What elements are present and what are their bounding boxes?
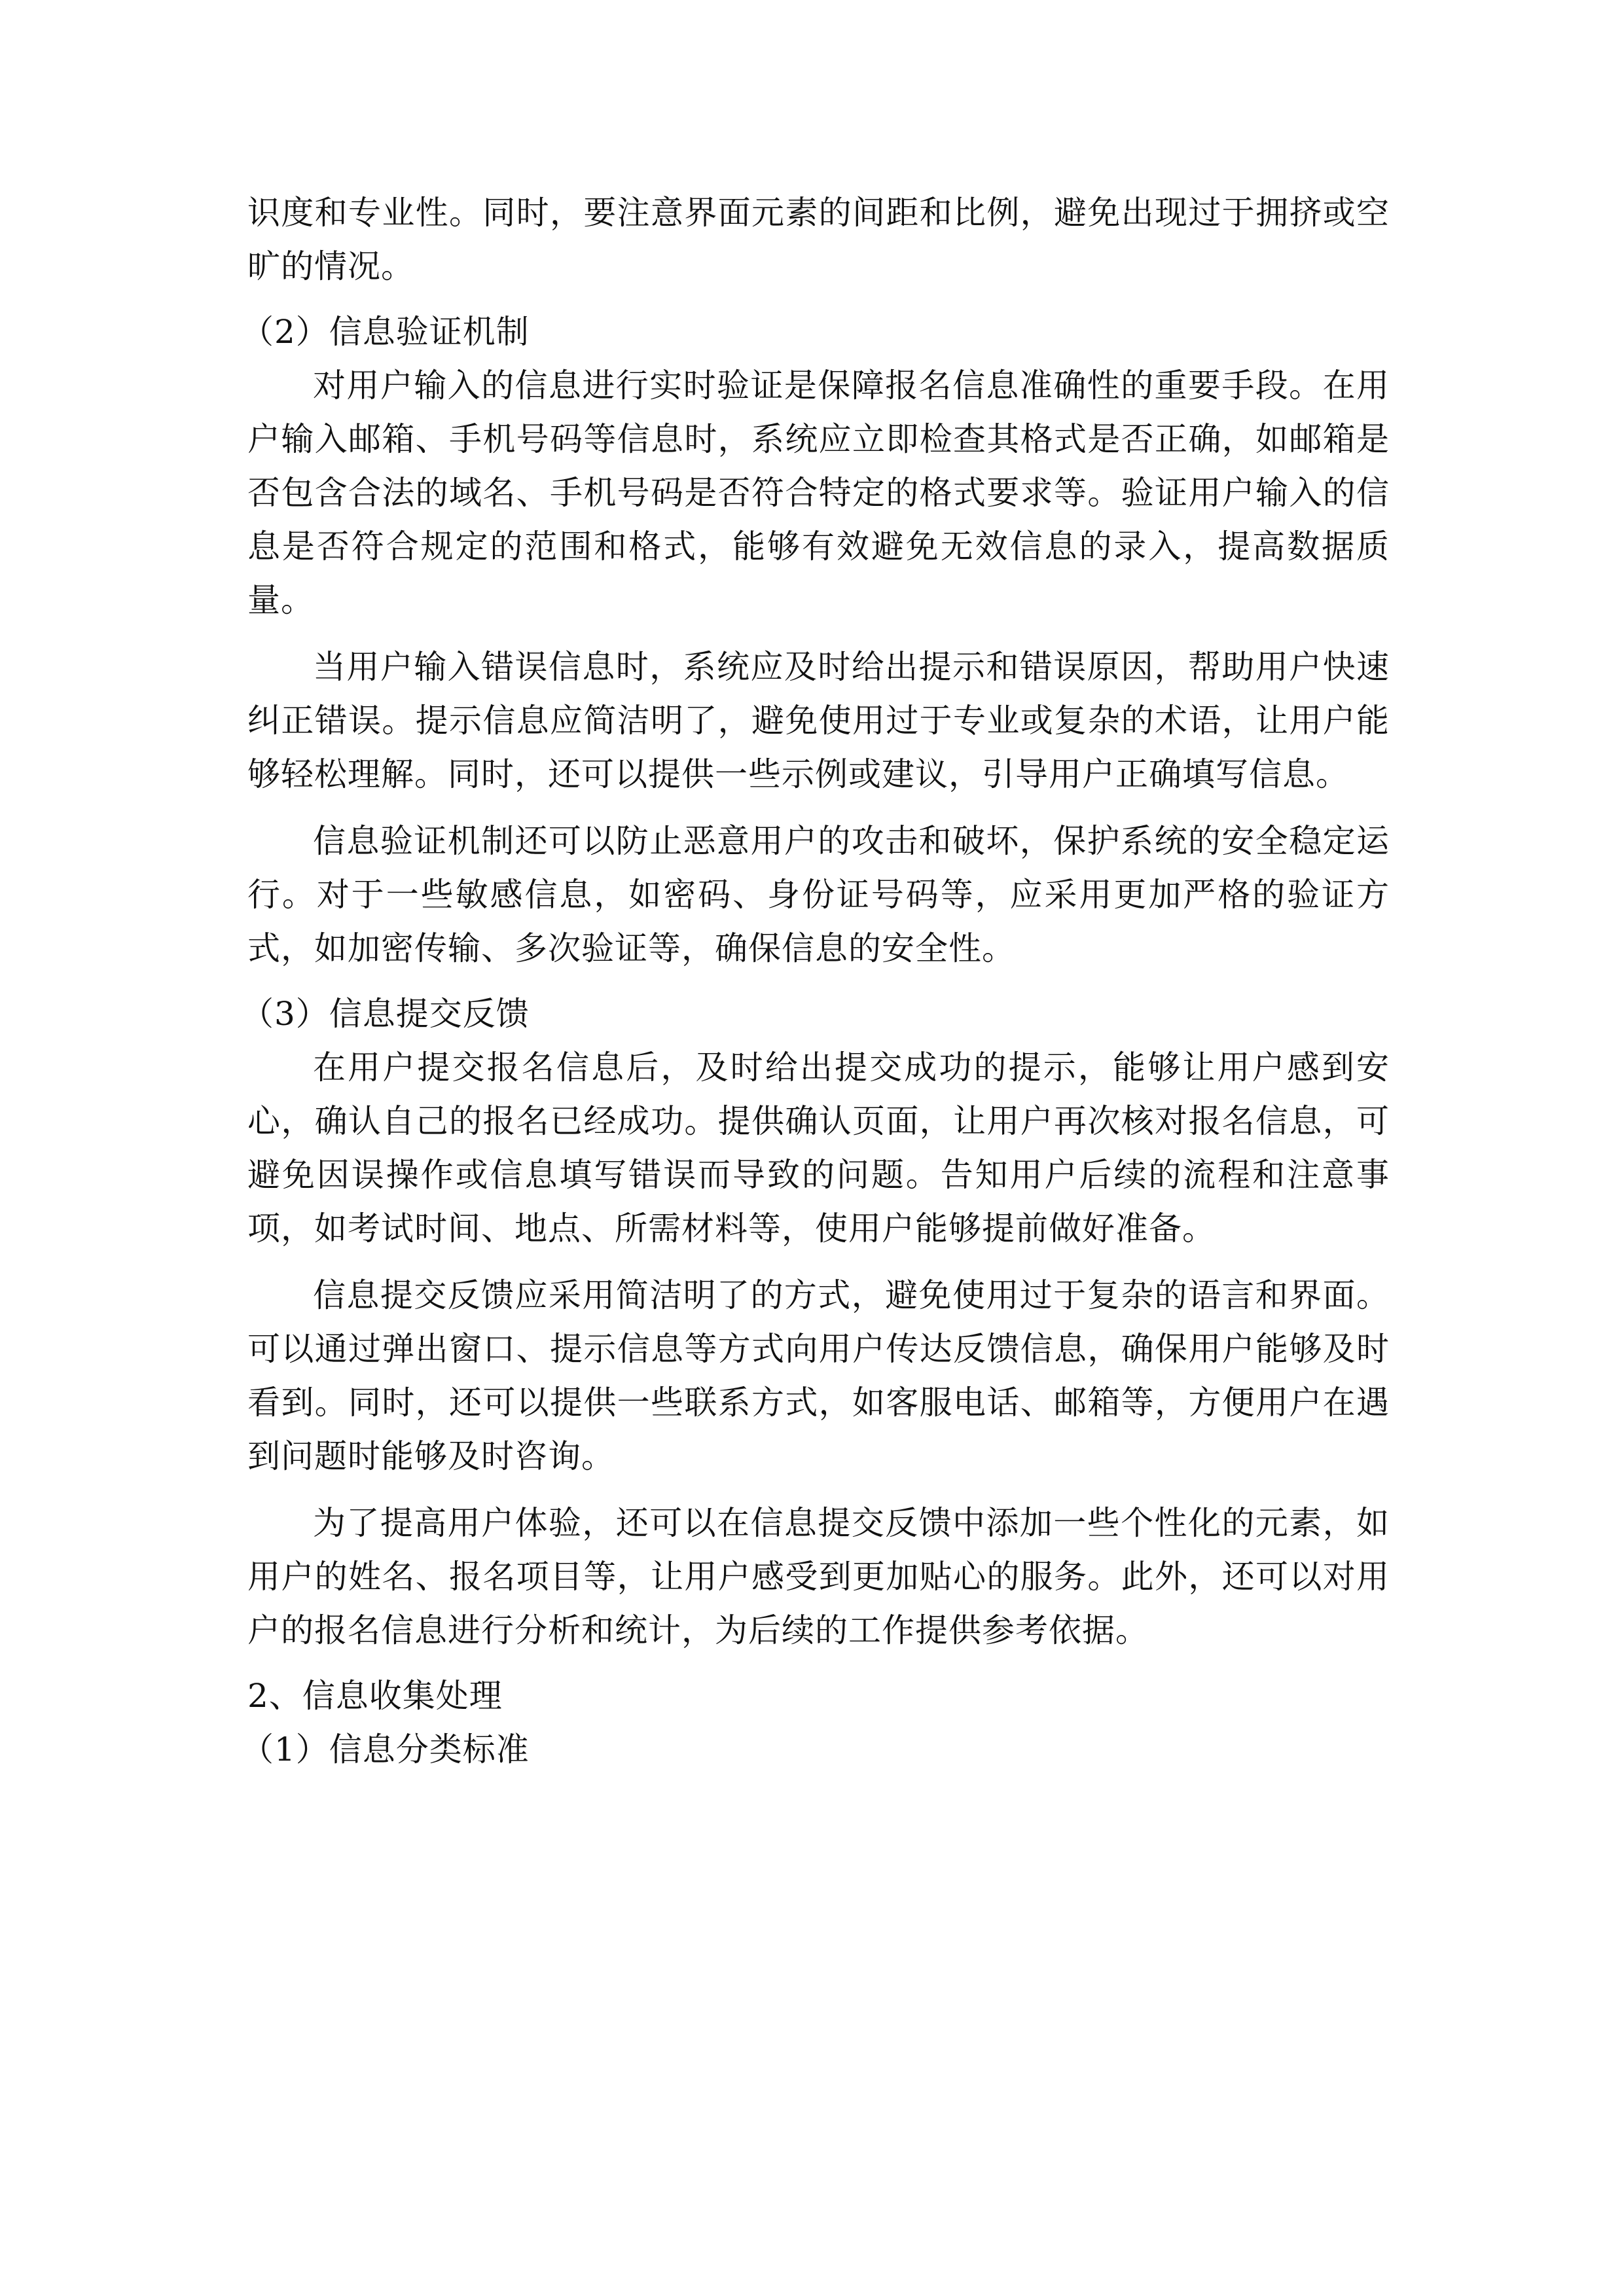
paragraph-feedback-1: 在用户提交报名信息后，及时给出提交成功的提示，能够让用户感到安心，确认自己的报名已经成功。提供确认页面，让用户再次核对报名信息，可避免因误操作或信息填写错误而导致的问题。告知用户后续的流程和注意事项，如考试时间、地点、所需材料等，使用户能够提前做好准备。 <box>247 1049 1390 1247</box>
paragraph-feedback-3: 为了提高用户体验，还可以在信息提交反馈中添加一些个性化的元素，如用户的姓名、报名项目等，让用户感受到更加贴心的服务。此外，还可以对用户的报名信息进行分析和统计，为后续的工作提供参考依据。 <box>247 1504 1390 1649</box>
section-heading-info-collection: 2、信息收集处理 <box>247 1677 503 1715</box>
paragraph-intro-continuation: 识度和专业性。同时，要注意界面元素的间距和比例，避免出现过于拥挤或空旷的情况。 <box>247 194 1390 285</box>
paragraph-validation-1: 对用户输入的信息进行实时验证是保障报名信息准确性的重要手段。在用户输入邮箱、手机号码等信息时，系统应立即检查其格式是否正确，如邮箱是否包含合法的域名、手机号码是否符合特定的格式要求等。验证用户输入的信息是否符合规定的范围和格式，能够有效避免无效信息的录入，提高数据质量。 <box>247 367 1390 619</box>
subheading-classification-standard: （1）信息分类标准 <box>241 1731 530 1768</box>
paragraph-validation-2: 当用户输入错误信息时，系统应及时给出提示和错误原因，帮助用户快速纠正错误。提示信息应简洁明了，避免使用过于专业或复杂的术语，让用户能够轻松理解。同时，还可以提供一些示例或建议，引导用户正确填写信息。 <box>247 648 1390 793</box>
subheading-submit-feedback: （3）信息提交反馈 <box>241 995 530 1033</box>
paragraph-validation-3: 信息验证机制还可以防止恶意用户的攻击和破坏，保护系统的安全稳定运行。对于一些敏感信息，如密码、身份证号码等，应采用更加严格的验证方式，如加密传输、多次验证等，确保信息的安全性。 <box>247 822 1390 967</box>
subheading-info-validation: （2）信息验证机制 <box>241 313 530 351</box>
document-body <box>241 186 1390 1776</box>
paragraph-feedback-2: 信息提交反馈应采用简洁明了的方式，避免使用过于复杂的语言和界面。可以通过弹出窗口、提示信息等方式向用户传达反馈信息，确保用户能够及时看到。同时，还可以提供一些联系方式，如客服电话、邮箱等，方便用户在遇到问题时能够及时咨询。 <box>247 1276 1390 1475</box>
